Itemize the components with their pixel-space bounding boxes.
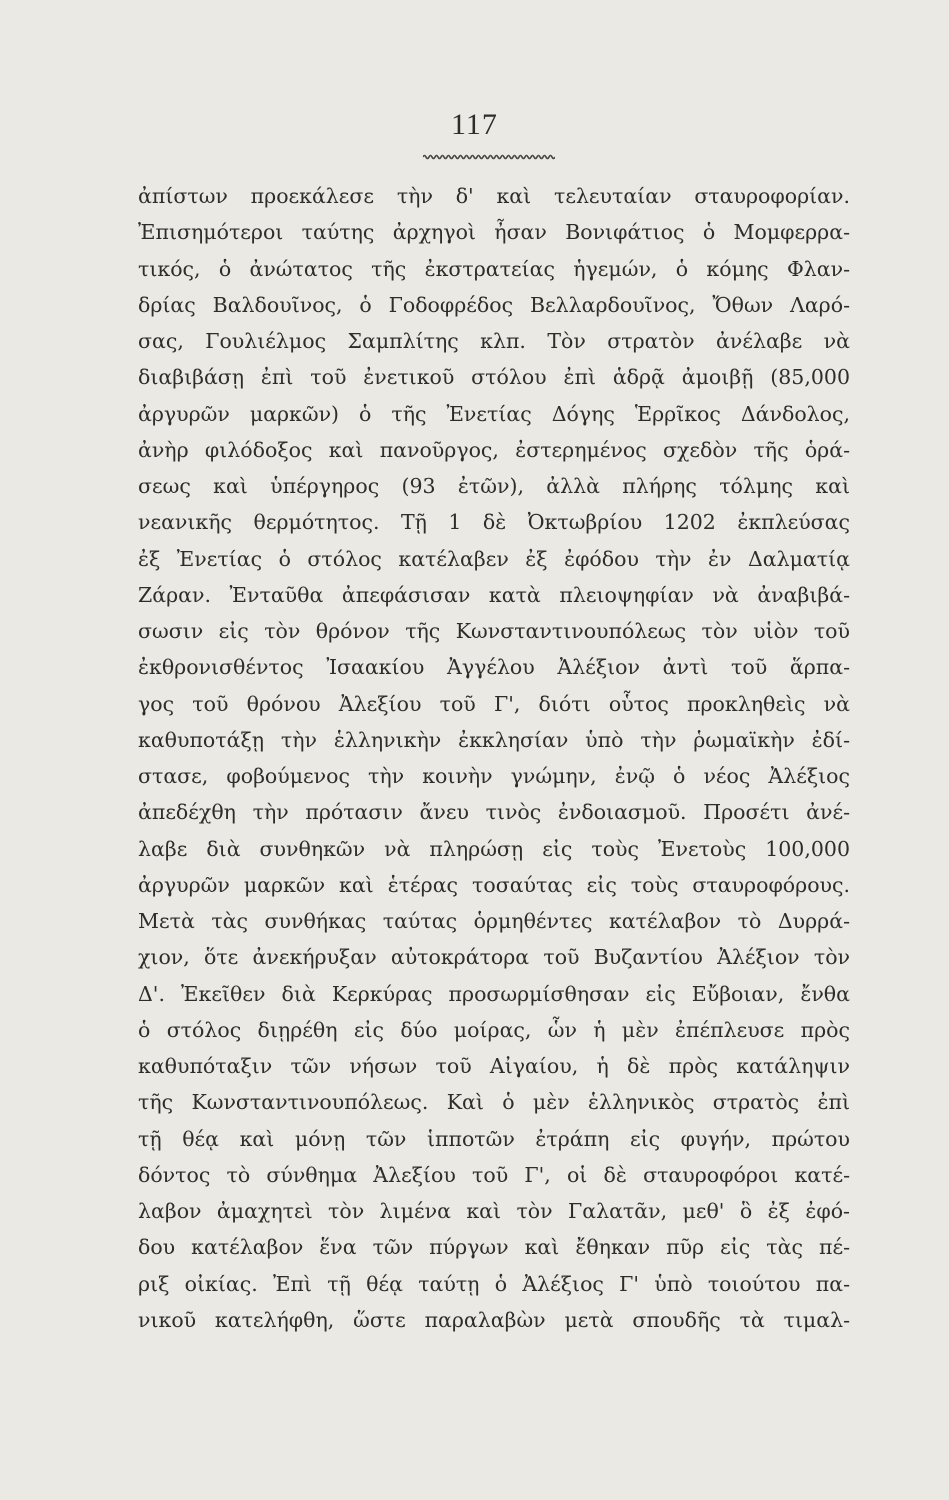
body-text bbox=[138, 178, 850, 1338]
text-line: ἀπίστων προεκάλεσε τὴν δ' καὶ τελευταίαν σταυροφορίαν. bbox=[138, 184, 850, 208]
text-line: σεως καὶ ὑπέργηρος (93 ἐτῶν), ἀλλὰ πλήρης τόλμης καὶ bbox=[138, 474, 850, 498]
text-line: διαβιβάσῃ ἐπὶ τοῦ ἐνετικοῦ στόλου ἐπὶ ἁδρᾷ ἀμοιβῇ (85,000 bbox=[138, 365, 850, 390]
text-line: νικοῦ κατελήφθη, ὥστε παραλαβὼν μετὰ σπουδῆς τὰ τιμαλ- bbox=[138, 1307, 850, 1332]
text-line: λαβον ἀμαχητεὶ τὸν λιμένα καὶ τὸν Γαλατᾶν, μεθ' ὃ ἐξ ἐφό- bbox=[138, 1199, 850, 1223]
text-line: ριξ οἰκίας. Ἐπὶ τῇ θέᾳ ταύτῃ ὁ Ἀλέξιος Γ' ὑπὸ τοιούτου πα- bbox=[138, 1271, 850, 1296]
text-line: γος τοῦ θρόνου Ἀλεξίου τοῦ Γ', διότι οὗτος προκληθεὶς νὰ bbox=[138, 691, 850, 716]
text-line: Μετὰ τὰς συνθήκας ταύτας ὁρμηθέντες κατέλαβον τὸ Δυρρά- bbox=[138, 909, 850, 933]
text-line: ὁ στόλος διῃρέθη εἰς δύο μοίρας, ὧν ἡ μὲν ἐπέπλευσε πρὸς bbox=[138, 1017, 850, 1042]
wavy-rule-ornament bbox=[423, 154, 555, 160]
text-line: ἐξ Ἐνετίας ὁ στόλος κατέλαβεν ἐξ ἐφόδου τὴν ἐν Δαλματίᾳ bbox=[138, 546, 850, 571]
text-line: καθυπόταξιν τῶν νήσων τοῦ Αἰγαίου, ἡ δὲ πρὸς κατάληψιν bbox=[138, 1054, 850, 1078]
text-line: σας, Γουλιέλμος Σαμπλίτης κλπ. Τὸν στρατὸν ἀνέλαβε νὰ bbox=[138, 329, 850, 353]
text-line: τῆς Κωνσταντινουπόλεως. Καὶ ὁ μὲν ἑλληνικὸς στρατὸς ἐπὶ bbox=[138, 1090, 850, 1115]
text-line: Ἐπισημότεροι ταύτης ἀρχηγοὶ ἦσαν Βονιφάτιος ὁ Μομφερρα- bbox=[138, 220, 850, 245]
text-line: δρίας Βαλδουῖνος, ὁ Γοδοφρέδος Βελλαρδουῖνος, Ὄθων Λαρό- bbox=[138, 292, 850, 317]
text-line: δου κατέλαβον ἕνα τῶν πύργων καὶ ἔθηκαν πῦρ εἰς τὰς πέ- bbox=[138, 1235, 850, 1260]
text-line: ἀνὴρ φιλόδοξος καὶ πανοῦργος, ἐστερημένος σχεδὸν τῆς ὁρά- bbox=[138, 437, 850, 462]
text-line: ἀπεδέχθη τὴν πρότασιν ἄνευ τινὸς ἐνδοιασμοῦ. Προσέτι ἀνέ- bbox=[138, 800, 850, 825]
text-line: Δ'. Ἐκεῖθεν διὰ Κερκύρας προσωρμίσθησαν εἰς Εὔβοιαν, ἔνθα bbox=[138, 981, 850, 1006]
text-line: λαβε διὰ συνθηκῶν νὰ πληρώσῃ εἰς τοὺς Ἐνετοὺς 100,000 bbox=[138, 836, 850, 861]
text-line: ἀργυρῶν μαρκῶν καὶ ἑτέρας τοσαύτας εἰς τοὺς σταυροφόρους. bbox=[138, 872, 850, 897]
text-line: τικός, ὁ ἀνώτατος τῆς ἐκστρατείας ἡγεμών, ὁ κόμης Φλαν- bbox=[138, 256, 850, 281]
text-line: τῇ θέᾳ καὶ μόνῃ τῶν ἱπποτῶν ἐτράπη εἰς φυγήν, πρώτου bbox=[138, 1126, 850, 1151]
text-line: νεανικῆς θερμότητος. Τῇ 1 δὲ Ὀκτωβρίου 1202 ἐκπλεύσας bbox=[138, 510, 850, 535]
text-line: σωσιν εἰς τὸν θρόνον τῆς Κωνσταντινουπόλεως τὸν υἱὸν τοῦ bbox=[138, 619, 850, 643]
text-line: χιον, ὅτε ἀνεκήρυξαν αὐτοκράτορα τοῦ Βυζαντίου Ἀλέξιον τὸν bbox=[138, 945, 850, 970]
text-line: καθυποτάξῃ τὴν ἑλληνικὴν ἐκκλησίαν ὑπὸ τὴν ῥωμαϊκὴν ἐδί- bbox=[138, 727, 850, 752]
text-line: ἐκθρονισθέντος Ἰσαακίου Ἀγγέλου Ἀλέξιον ἀντὶ τοῦ ἅρπα- bbox=[138, 655, 850, 680]
text-line: Ζάραν. Ἐνταῦθα ἀπεφάσισαν κατὰ πλειοψηφίαν νὰ ἀναβιβά- bbox=[138, 582, 850, 607]
text-line: στασε, φοβούμενος τὴν κοινὴν γνώμην, ἐνῷ ὁ νέος Ἀλέξιος bbox=[138, 764, 850, 788]
text-line: ἀργυρῶν μαρκῶν) ὁ τῆς Ἐνετίας Δόγης Ἑρρῖκος Δάνδολος, bbox=[138, 401, 850, 426]
page-number: 117 bbox=[451, 108, 498, 141]
text-line: δόντος τὸ σύνθημα Ἀλεξίου τοῦ Γ', οἱ δὲ σταυροφόροι κατέ- bbox=[138, 1162, 850, 1187]
